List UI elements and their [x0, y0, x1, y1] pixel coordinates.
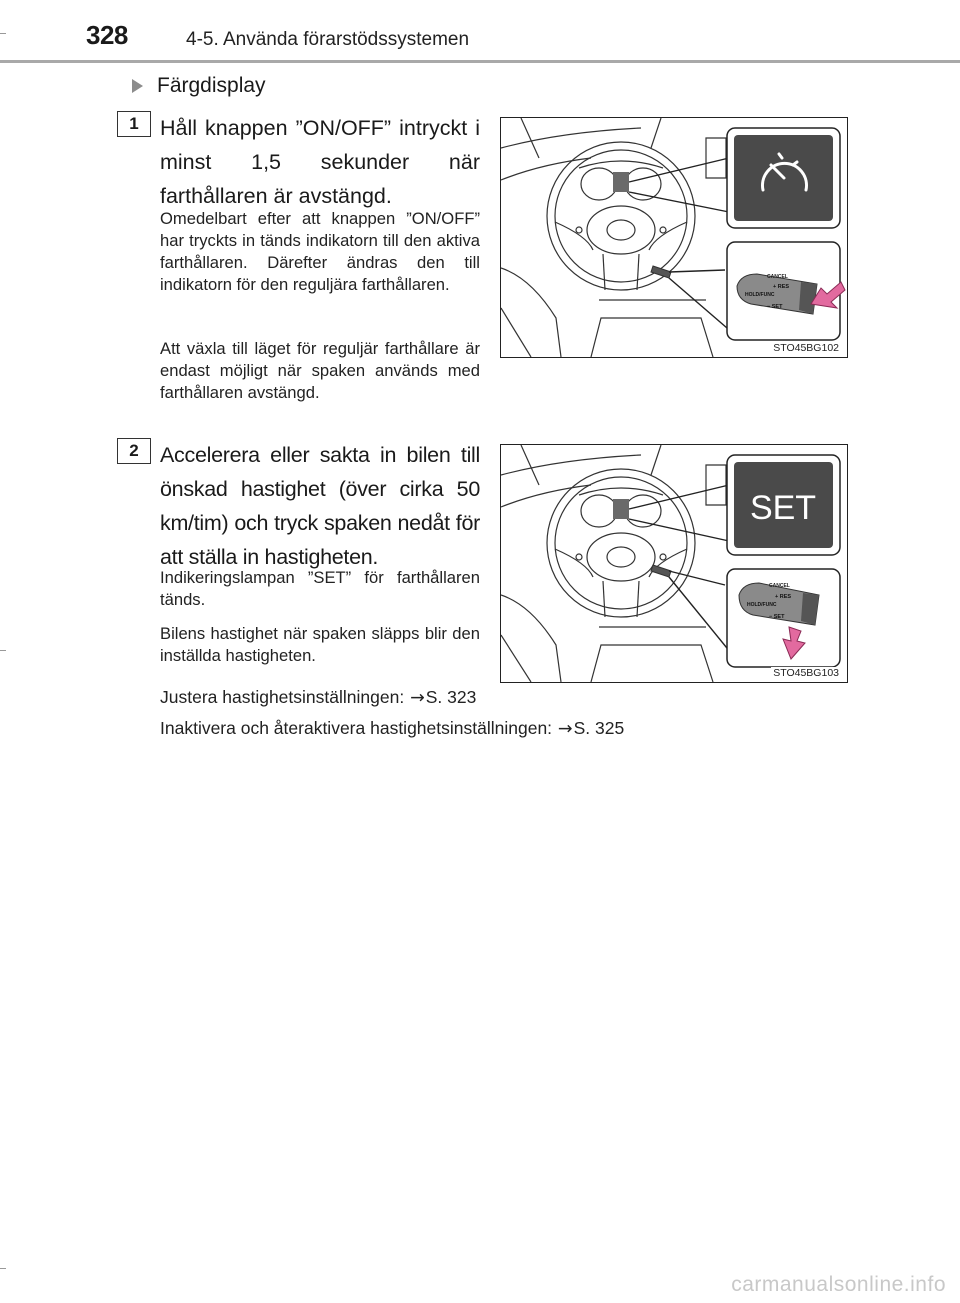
- reference-text: Justera hastighetsinställningen:: [160, 687, 405, 707]
- figure-step-1: [500, 117, 848, 358]
- lever-label-set: − SET: [769, 614, 785, 620]
- step-number-1: 1: [117, 111, 151, 137]
- lever-label-hold: HOLD/FUNC: [745, 292, 775, 298]
- page-number: 328: [86, 20, 128, 50]
- lever-label-set: − SET: [767, 304, 783, 310]
- dashboard-illustration-1: [501, 118, 847, 357]
- crop-mark: [0, 650, 6, 651]
- set-indicator-text: SET: [749, 489, 817, 527]
- figure-code-1: STO45BG102: [773, 342, 839, 354]
- lever-label-cancel: CANCEL: [767, 274, 788, 280]
- step-1-instruction: Håll knappen ”ON/OFF” intryckt i minst 1,5 sekunder när farthållaren är avstängd.: [160, 116, 480, 208]
- lever-label-res: + RES: [775, 594, 792, 600]
- lever-label-cancel: CANCEL: [769, 583, 790, 589]
- sub-heading-label: Färgdisplay: [157, 74, 266, 97]
- reference-cancel-resume: [160, 718, 624, 739]
- reference-page-link[interactable]: S. 323: [425, 687, 477, 707]
- reference-text: Inaktivera och återaktivera hastighetsinställningen:: [160, 718, 553, 738]
- lever-label-res: + RES: [773, 284, 790, 290]
- dashboard-illustration-2: [501, 445, 847, 682]
- arrow-right-icon: →: [410, 688, 425, 708]
- header-divider: [0, 60, 960, 63]
- section-title: 4-5. Använda förarstödssystemen: [186, 29, 470, 50]
- sub-heading: [132, 74, 266, 98]
- arrow-right-icon: →: [557, 719, 573, 739]
- step-1-note-1: Omedelbart efter att knappen ”ON/OFF” har tryckts in tänds indikatorn till den aktiva farthållaren. Därefter ändras den till indikatorn för den reguljära farthållaren.: [160, 209, 480, 294]
- step-1-note-2: Att växla till läget för reguljär farthållare är endast möjligt när spaken används med farthållaren avstängd.: [160, 339, 480, 402]
- watermark: carmanualsonline.info: [731, 1273, 946, 1296]
- reference-page-link[interactable]: S. 325: [573, 718, 625, 738]
- figure-code-2: STO45BG103: [773, 667, 839, 679]
- step-number-2: 2: [117, 438, 151, 464]
- step-2-note-1: Indikeringslampan ”SET” för farthållaren tänds.: [160, 568, 480, 609]
- step-2-instruction: Accelerera eller sakta in bilen till önskad hastighet (över cirka 50 km/tim) och tryck spaken nedåt för att ställa in hastigheten.: [160, 443, 480, 569]
- triangle-right-icon: [132, 79, 143, 93]
- step-2-note-2: Bilens hastighet när spaken släpps blir den inställda hastigheten.: [160, 624, 480, 665]
- crop-mark: [0, 33, 6, 34]
- reference-adjust-speed: [160, 687, 476, 708]
- figure-step-2: [500, 444, 848, 683]
- crop-mark: [0, 1268, 6, 1269]
- lever-label-hold: HOLD/FUNC: [747, 602, 777, 608]
